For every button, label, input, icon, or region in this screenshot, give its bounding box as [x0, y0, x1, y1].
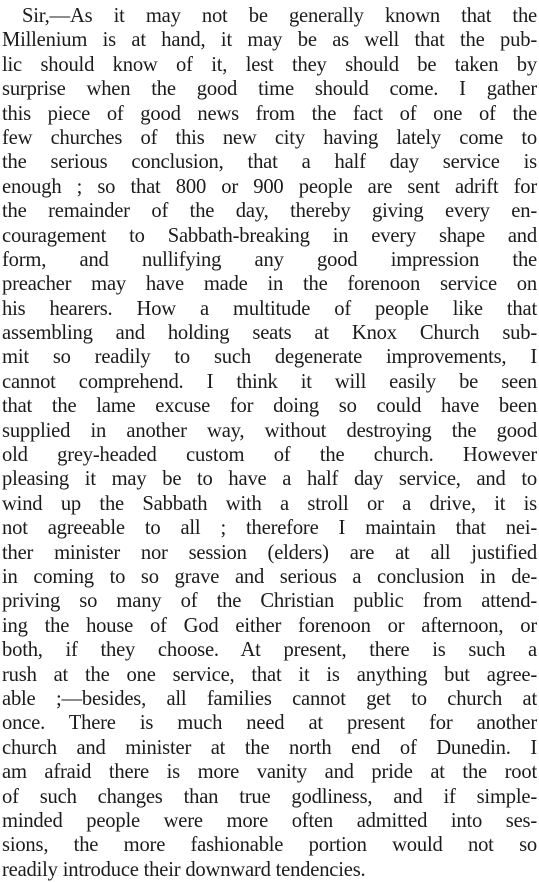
text-line: both, if they choose. At present, there is such a	[2, 639, 537, 662]
text-line: surprise when the good time should come. I gather	[2, 78, 537, 101]
text-line: form, and nullifying any good impression the	[2, 248, 537, 271]
text-line: of such changes than true godliness, and if simple-	[2, 785, 537, 808]
text-line: this piece of good news from the fact of one of the	[2, 102, 537, 125]
text-line: able ;—besides, all families cannot get to church at	[2, 687, 537, 710]
text-line: am afraid there is more vanity and pride at the root	[2, 761, 537, 784]
text-line: wind up the Sabbath with a stroll or a drive, it is	[2, 492, 537, 515]
text-line: once. There is much need at present for another	[2, 712, 537, 735]
text-line: Millenium is at hand, it may be as well that the pub-	[2, 29, 537, 52]
text-line: church and minister at the north end of Dunedin. I	[2, 736, 537, 759]
text-line: rush at the one service, that it is anything but agree-	[2, 663, 537, 686]
text-line: enough ; so that 800 or 900 people are sent adrift for	[2, 175, 537, 198]
text-line: the remainder of the day, thereby giving every en-	[2, 200, 537, 223]
text-line: assembling and holding seats at Knox Church sub-	[2, 322, 537, 345]
text-line: lic should know of it, lest they should be taken by	[2, 53, 537, 76]
text-line: few churches of this new city having lately come to	[2, 126, 537, 149]
text-line: that the lame excuse for doing so could have been	[2, 395, 537, 418]
text-line: pleasing it may be to have a half day service, and to	[2, 468, 537, 491]
text-line: his hearers. How a multitude of people like that	[2, 297, 537, 320]
text-line: cannot comprehend. I think it will easily be seen	[2, 370, 537, 393]
text-line: preacher may have made in the forenoon service on	[2, 273, 537, 296]
text-line: sions, the more fashionable portion would not so	[2, 834, 537, 857]
text-line: not agreeable to all ; therefore I maintain that nei-	[2, 517, 537, 540]
text-line: couragement to Sabbath-breaking in every shape and	[2, 224, 537, 247]
text-line: mit so readily to such degenerate improvements, I	[2, 346, 537, 369]
text-line: Sir,—As it may not be generally known that the	[22, 5, 537, 27]
text-line: supplied in another way, without destroying the good	[2, 419, 537, 442]
text-line: old grey-headed custom of the church. However	[2, 444, 537, 467]
text-line: minded people were more often admitted into ses-	[2, 809, 537, 832]
text-line: priving so many of the Christian public from attend-	[2, 590, 537, 613]
text-line: ther minister nor session (elders) are at all justified	[2, 541, 537, 564]
text-line: ing the house of God either forenoon or afternoon, or	[2, 614, 537, 637]
text-line: readily introduce their downward tendencies.	[2, 858, 366, 881]
text-line: the serious conclusion, that a half day service is	[2, 151, 537, 174]
letter-column	[2, 4, 537, 882]
text-line: in coming to so grave and serious a conclusion in de-	[2, 565, 537, 588]
